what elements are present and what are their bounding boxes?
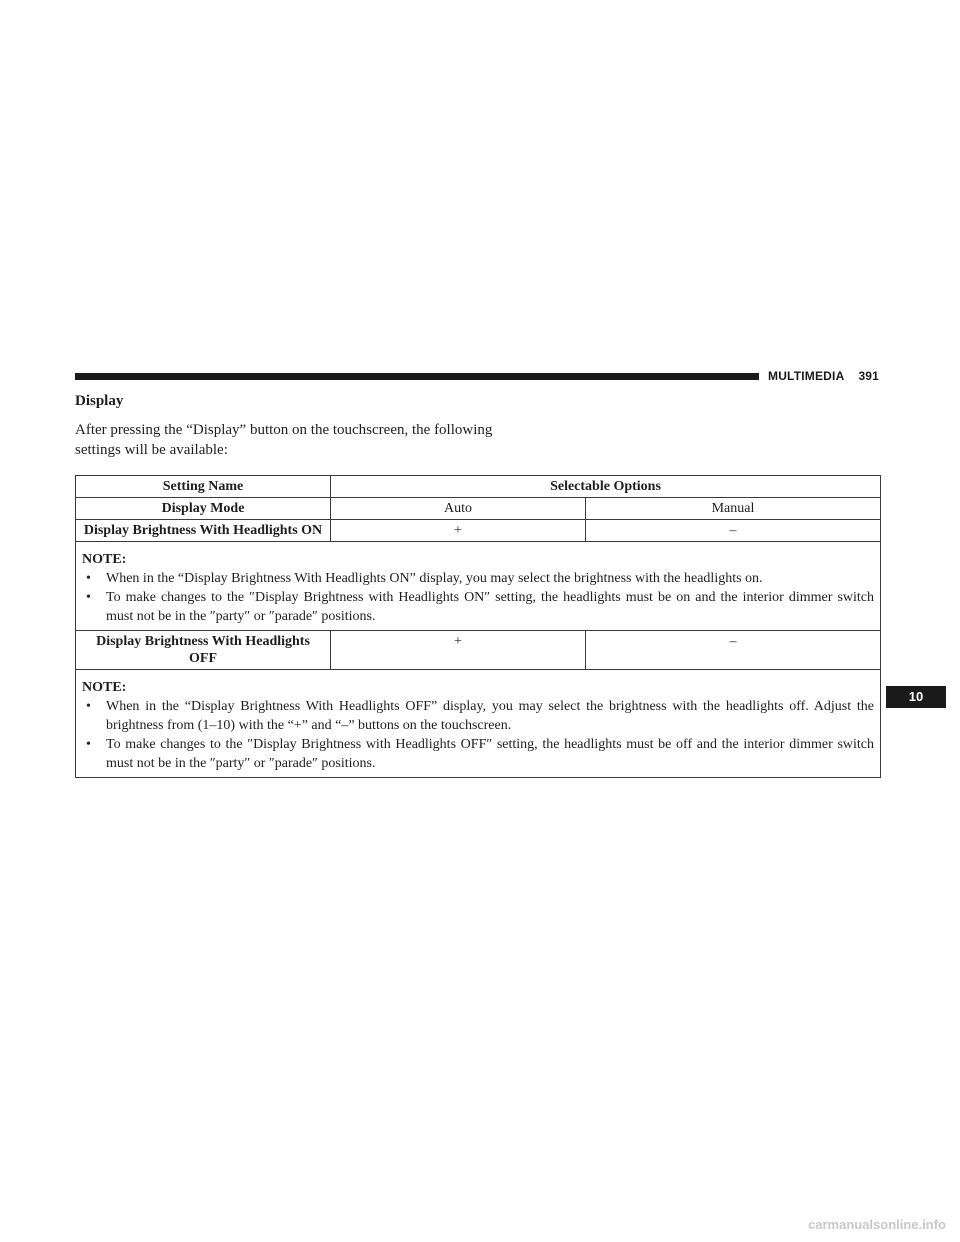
note-list bbox=[82, 569, 874, 626]
page-number: 391 bbox=[858, 369, 880, 383]
setting-name: Display Mode bbox=[76, 498, 331, 520]
page-header bbox=[768, 369, 879, 383]
note-list bbox=[82, 697, 874, 773]
note-item bbox=[82, 735, 874, 773]
header-rule bbox=[75, 373, 759, 380]
bullet-icon: • bbox=[86, 699, 91, 714]
header-section-title: MULTIMEDIA bbox=[768, 369, 845, 383]
option-value: – bbox=[586, 520, 881, 542]
note-item bbox=[82, 569, 874, 588]
note-cell bbox=[76, 542, 881, 631]
note-text: To make changes to the ″Display Brightness with Headlights OFF″ setting, the headlights must be off and the interior dimmer switch must not be in the ″party″ or ″parade″ positions. bbox=[106, 737, 874, 771]
note-text: When in the “Display Brightness With Headlights ON” display, you may select the brightness with the headlights on. bbox=[106, 571, 763, 586]
note-text: To make changes to the ″Display Brightness with Headlights ON″ setting, the headlights must be on and the interior dimmer switch must not be in the ″party″ or ″parade″ positions. bbox=[106, 590, 874, 624]
intro-paragraph: After pressing the “Display” button on the touchscreen, the following settings will be available: bbox=[75, 422, 493, 458]
header-setting-name: Setting Name bbox=[76, 476, 331, 498]
note-label: NOTE: bbox=[82, 552, 127, 567]
settings-table bbox=[75, 475, 881, 778]
chapter-tab: 10 bbox=[886, 686, 946, 708]
note-row bbox=[76, 670, 881, 778]
note-text: When in the “Display Brightness With Headlights OFF” display, you may select the brightness with the headlights off. Adjust the brightness from (1–10) with the “+” and “–” buttons on the touchscreen. bbox=[106, 699, 874, 733]
note-cell bbox=[76, 670, 881, 778]
header-selectable-options: Selectable Options bbox=[331, 476, 881, 498]
section-title: Display bbox=[75, 393, 124, 409]
option-value: Auto bbox=[331, 498, 586, 520]
note-label: NOTE: bbox=[82, 680, 127, 695]
setting-name: Display Brightness With Headlights OFF bbox=[76, 631, 331, 670]
table-row bbox=[76, 520, 881, 542]
bullet-icon: • bbox=[86, 571, 91, 586]
option-value: – bbox=[586, 631, 881, 670]
watermark: carmanualsonline.info bbox=[808, 1217, 946, 1232]
table-row bbox=[76, 631, 881, 670]
bullet-icon: • bbox=[86, 737, 91, 752]
setting-name: Display Brightness With Headlights ON bbox=[76, 520, 331, 542]
option-value: + bbox=[331, 520, 586, 542]
option-value: Manual bbox=[586, 498, 881, 520]
table-row bbox=[76, 498, 881, 520]
note-item bbox=[82, 588, 874, 626]
bullet-icon: • bbox=[86, 590, 91, 605]
note-row bbox=[76, 542, 881, 631]
option-value: + bbox=[331, 631, 586, 670]
table-header-row bbox=[76, 476, 881, 498]
note-item bbox=[82, 697, 874, 735]
